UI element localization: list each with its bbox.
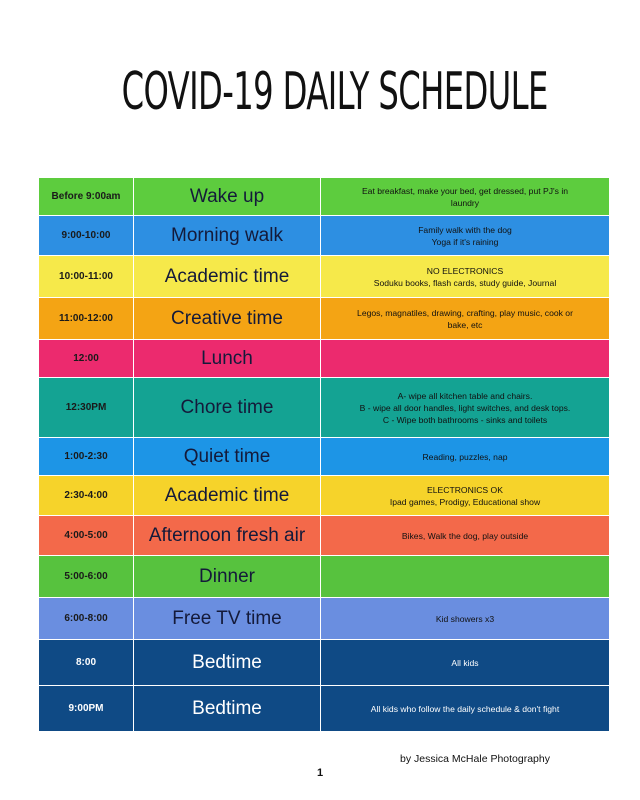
note-line: All kids who follow the daily schedule & don't fight [370, 703, 560, 714]
schedule-row [39, 256, 610, 298]
time-cell: 5:00-6:00 [39, 556, 134, 598]
page-number: 1 [316, 767, 324, 779]
note-line: Soduku books, flash cards, study guide, Journal [373, 277, 557, 288]
time-cell: 12:00 [39, 340, 134, 378]
activity-cell: Morning walk [134, 216, 321, 256]
activity-cell: Bedtime [134, 686, 321, 732]
schedule-row [39, 476, 610, 516]
schedule-row [39, 598, 610, 640]
note-line: C - Wipe both bathrooms - sinks and toilets [382, 414, 548, 425]
note-line: NO ELECTRONICS [426, 265, 504, 276]
notes-cell [321, 216, 610, 256]
notes-cell [321, 256, 610, 298]
note-line: Legos, magnatiles, drawing, crafting, play music, cook or [357, 307, 573, 318]
activity-cell: Quiet time [134, 438, 321, 476]
note-line: A- wipe all kitchen table and chairs. [397, 390, 533, 401]
schedule-row [39, 378, 610, 438]
notes-cell [321, 598, 610, 640]
page-title: COVID-19 DAILY SCHEDULE [121, 62, 548, 122]
notes-cell [321, 298, 610, 340]
time-cell: 6:00-8:00 [39, 598, 134, 640]
schedule-row [39, 178, 610, 216]
notes-cell [321, 340, 610, 378]
activity-cell: Academic time [134, 256, 321, 298]
schedule-row [39, 516, 610, 556]
note-line: Ipad games, Prodigy, Educational show [389, 496, 541, 507]
time-cell: 4:00-5:00 [39, 516, 134, 556]
notes-cell [321, 556, 610, 598]
note-line: Bikes, Walk the dog, play outside [401, 530, 529, 541]
activity-cell: Afternoon fresh air [134, 516, 321, 556]
notes-cell [321, 640, 610, 686]
schedule-row [39, 556, 610, 598]
time-cell: Before 9:00am [39, 178, 134, 216]
schedule-row [39, 438, 610, 476]
schedule-row [39, 640, 610, 686]
notes-cell [321, 686, 610, 732]
note-line: Yoga if it's raining [431, 236, 499, 247]
time-cell: 10:00-11:00 [39, 256, 134, 298]
time-cell: 9:00PM [39, 686, 134, 732]
time-cell: 11:00-12:00 [39, 298, 134, 340]
time-cell: 8:00 [39, 640, 134, 686]
activity-cell: Academic time [134, 476, 321, 516]
note-line: ELECTRONICS OK [427, 484, 503, 495]
activity-cell: Bedtime [134, 640, 321, 686]
note-line: Eat breakfast, make your bed, get dressed, put PJ's in [361, 185, 569, 196]
note-line: Reading, puzzles, nap [422, 451, 508, 462]
notes-cell [321, 438, 610, 476]
notes-cell [321, 178, 610, 216]
schedule-row [39, 298, 610, 340]
notes-cell [321, 516, 610, 556]
note-line: bake, etc [447, 319, 483, 330]
time-cell: 1:00-2:30 [39, 438, 134, 476]
time-cell: 2:30-4:00 [39, 476, 134, 516]
activity-cell: Chore time [134, 378, 321, 438]
time-cell: 9:00-10:00 [39, 216, 134, 256]
schedule-row [39, 216, 610, 256]
photographer-credit: by Jessica McHale Photography [400, 753, 550, 765]
activity-cell: Free TV time [134, 598, 321, 640]
notes-cell [321, 378, 610, 438]
note-line: Family walk with the dog [418, 224, 512, 235]
activity-cell: Lunch [134, 340, 321, 378]
activity-cell: Dinner [134, 556, 321, 598]
time-cell: 12:30PM [39, 378, 134, 438]
schedule-row [39, 686, 610, 732]
activity-cell: Creative time [134, 298, 321, 340]
note-line: Kid showers x3 [435, 613, 495, 624]
note-line: laundry [450, 197, 480, 208]
note-line: All kids [451, 657, 479, 668]
schedule-table [38, 177, 610, 732]
notes-cell [321, 476, 610, 516]
note-line: B - wipe all door handles, light switches, and desk tops. [359, 402, 571, 413]
schedule-row [39, 340, 610, 378]
activity-cell: Wake up [134, 178, 321, 216]
